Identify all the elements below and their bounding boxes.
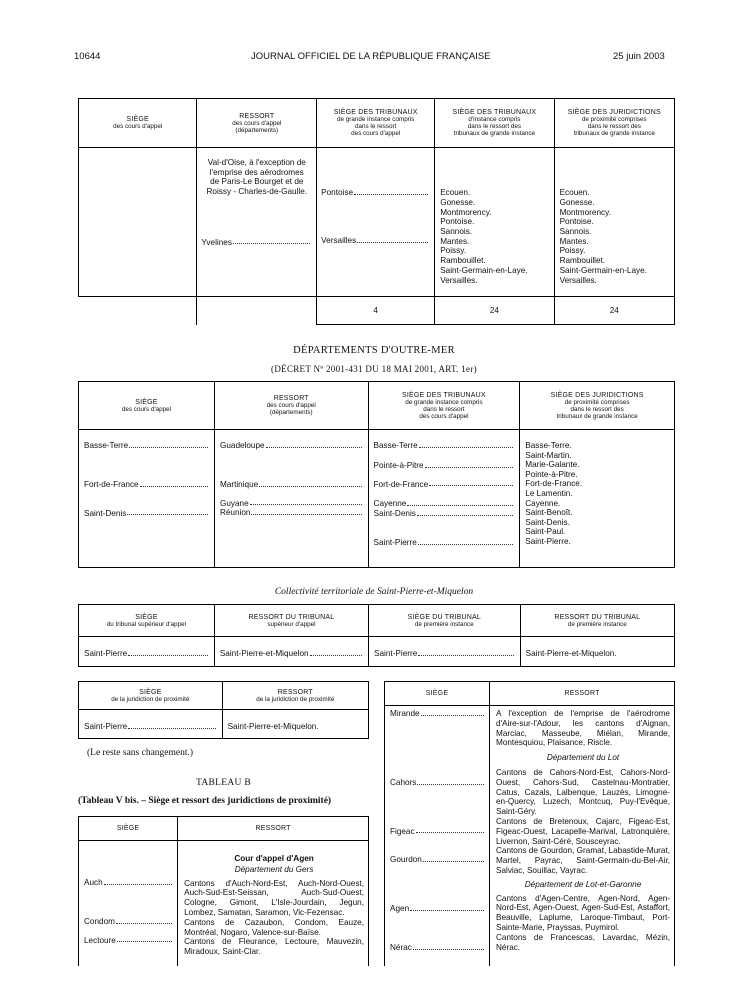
t4-cell-2: Saint-Pierre-et-Miquelon. bbox=[222, 710, 368, 739]
t2-tgi-cell: Basse-Terre Pointe-à-Pitre Fort-de-France Cayenne Saint-Denis Saint-Pierre bbox=[368, 430, 520, 568]
tableau-v-heading: (Tableau V bis. – Siège et ressort des juridictions de proximité) bbox=[78, 796, 332, 806]
t5-siege-cell: Auch Condom Lectoure bbox=[79, 841, 178, 967]
t5-dept-title: Département du Gers bbox=[234, 864, 314, 874]
t1-col-jp: SIÈGE DES JURIDICTIONS de proximité comprises dans le ressort des tribunaux de grande instance bbox=[554, 99, 674, 148]
t4-cell-1: Saint-Pierre bbox=[79, 710, 223, 739]
t1-total-empty bbox=[79, 296, 197, 324]
t1-total-ti: 24 bbox=[435, 296, 554, 324]
t6-dept-lot: Département du Lot bbox=[546, 753, 620, 763]
t2-col-ressort: RESSORT des cours d'appel (départements) bbox=[214, 382, 368, 430]
reste-note: (Le reste sans changement.) bbox=[87, 748, 194, 758]
table-ile-de-france bbox=[78, 98, 675, 325]
t3-col-2: RESSORT DU TRIBUNAL supérieur d'appel bbox=[214, 605, 368, 637]
t5-cour-title: Cour d'appel d'Agen bbox=[234, 854, 314, 863]
t3-col-1: SIÈGE du tribunal supérieur d'appel bbox=[79, 605, 215, 637]
t2-col-jp: SIÈGE DES JURIDICTIONS de proximité comprises dans le ressort des tribunaux de grande instance bbox=[520, 382, 675, 430]
section-dom-title: DÉPARTEMENTS D'OUTRE-MER bbox=[293, 345, 455, 356]
t1-jp-cell: Ecouen. Gonesse. Montmorency. Pontoise. Sannois. Mantes. Poissy. Rambouillet. Saint-Germain-en-Laye. Versailles. bbox=[554, 148, 674, 297]
t4-col-1: SIÈGE de la juridiction de proximité bbox=[79, 682, 223, 710]
table-agen-lot bbox=[384, 681, 675, 966]
table-spm-proximite bbox=[78, 681, 369, 739]
t1-total-empty-2 bbox=[197, 296, 317, 324]
t1-siege-cell bbox=[79, 148, 197, 297]
t1-col-tgi: SIÈGE DES TRIBUNAUX de grande instance compris dans le ressort des cours d'appel bbox=[317, 99, 435, 148]
t2-col-tgi: SIÈGE DES TRIBUNAUX de grande instance compris dans le ressort des cours d'appel bbox=[368, 382, 520, 430]
t6-siege-cell: Mirande Cahors Figeac Gourdon Agen Nérac bbox=[385, 706, 490, 967]
t1-col-ti: SIÈGE DES TRIBUNAUX d'instance compris dans le ressort des tribunaux de grande instance bbox=[435, 99, 554, 148]
t3-cell-2: Saint-Pierre-et-Miquelon bbox=[214, 637, 368, 667]
t1-col-siege: SIÈGE des cours d'appel bbox=[79, 99, 197, 148]
t6-col-siege: SIÈGE bbox=[385, 682, 490, 706]
t5-col-ressort: RESSORT bbox=[178, 817, 369, 841]
section-spm-title: Collectivité territoriale de Saint-Pierre-et-Miquelon bbox=[274, 587, 474, 597]
t1-tgi-cell: Pontoise Versailles bbox=[317, 148, 435, 297]
t1-total-tgi: 4 bbox=[317, 296, 435, 324]
t3-cell-1: Saint-Pierre bbox=[79, 637, 215, 667]
t2-jp-cell: Basse-Terre. Saint-Martin. Marie-Galante. Pointe-à-Pitre. Fort-de-France. Le Lamentin. Cayenne. Saint-Benoît. Saint-Denis. Saint-Paul. Saint-Pierre. bbox=[520, 430, 675, 568]
section-dom-subtitle: (DÉCRET Nº 2001-431 DU 18 MAI 2001, ART. 1er) bbox=[271, 364, 477, 374]
t2-siege-cell: Basse-Terre Fort-de-France Saint-Denis bbox=[79, 430, 215, 568]
table-spm bbox=[78, 604, 675, 667]
t1-total-jp: 24 bbox=[554, 296, 674, 324]
journal-title: JOURNAL OFFICIEL DE LA RÉPUBLIQUE FRANÇAISE bbox=[251, 51, 491, 62]
t4-col-2: RESSORT de la juridiction de proximité bbox=[222, 682, 368, 710]
t5-col-siege: SIÈGE bbox=[79, 817, 178, 841]
t1-ressort-cell: Val-d'Oise, à l'exception de l'emprise des aérodromes de Paris-Le Bourget et de Roissy - Charles-de-Gaulle. Yvelines bbox=[197, 148, 317, 297]
t1-ti-cell: Ecouen. Gonesse. Montmorency. Pontoise. Sannois. Mantes. Poissy. Rambouillet. Saint-Germain-en-Laye. Versailles. bbox=[435, 148, 554, 297]
table-agen-gers bbox=[78, 816, 369, 966]
t2-ressort-cell: Guadeloupe Martinique Guyane Réunion bbox=[214, 430, 368, 568]
table-dom bbox=[78, 381, 675, 568]
page-number: 10644 bbox=[74, 51, 101, 62]
tableau-b-heading: TABLEAU B bbox=[196, 778, 251, 788]
t6-dept-lot-garonne: Département de Lot-et-Garonne bbox=[524, 879, 642, 889]
t6-ressort-cell: A l'exception de l'emprise de l'aérodrome d'Aire-sur-l'Adour, les cantons d'Aignan, Marciac, Masseube, Miélan, Mirande, Montesquiou, Plaisance, Riscle. Département du Lot Cantons de Cahors-Nord-Est, Cahors-Nord-Ouest, Cahors-Sud, Castelnau-Montratier, Catus, Cazals, Lalbenque, Lauzès, Limogne-en-Quercy, Luzech, Montcuq, Puy-l'Evêque, Saint-Géry. Cantons de Bretenoux, Cajarc, Figeac-Est, Figeac-Ouest, Lacapelle-Marival, Latronquière, Livernon, Saint-Céré, Sousceyrac. Cantons de Gourdon, Gramat, Labastide-Murat, Martel, Payrac, Saint-Germain-du-Bel-Air, Salviac, Souillac, Vayrac. Département de Lot-et-Garonne Cantons d'Agen-Centre, Agen-Nord, Agen-Nord-Est, Agen-Ouest, Agen-Sud-Est, Astaffort, Beauville, Laplume, Laroque-Timbaut, Port-Sainte-Marie, Prayssas, Puymirol. Cantons de Francescas, Lavardac, Mézin, Nérac. bbox=[490, 706, 675, 967]
t3-col-3: SIÈGE DU TRIBUNAL de première instance bbox=[369, 605, 521, 637]
t1-col-ressort: RESSORT des cours d'appel (départements) bbox=[197, 99, 317, 148]
t2-col-siege: SIÈGE des cours d'appel bbox=[79, 382, 215, 430]
t5-ressort-cell: Cour d'appel d'Agen Département du Gers Cantons d'Auch-Nord-Est, Auch-Nord-Ouest, Auch-Sud-Est-Seissan, Auch-Sud-Ouest, Cologne, Gimont, L'Isle-Jourdain, Jegun, Lombez, Samatan, Saramon, Vic-Fezensac. Cantons de Cazaubon, Condom, Eauze, Montréal, Nogaro, Valence-sur-Baïse. Cantons de Fleurance, Lectoure, Mauvezin, Miradoux, Saint-Clar. bbox=[178, 841, 369, 967]
t3-col-4: RESSORT DU TRIBUNAL de première instance bbox=[520, 605, 674, 637]
issue-date: 25 juin 2003 bbox=[613, 51, 665, 62]
t3-cell-3: Saint-Pierre bbox=[369, 637, 521, 667]
t3-cell-4: Saint-Pierre-et-Miquelon. bbox=[520, 637, 674, 667]
t6-col-ressort: RESSORT bbox=[490, 682, 675, 706]
